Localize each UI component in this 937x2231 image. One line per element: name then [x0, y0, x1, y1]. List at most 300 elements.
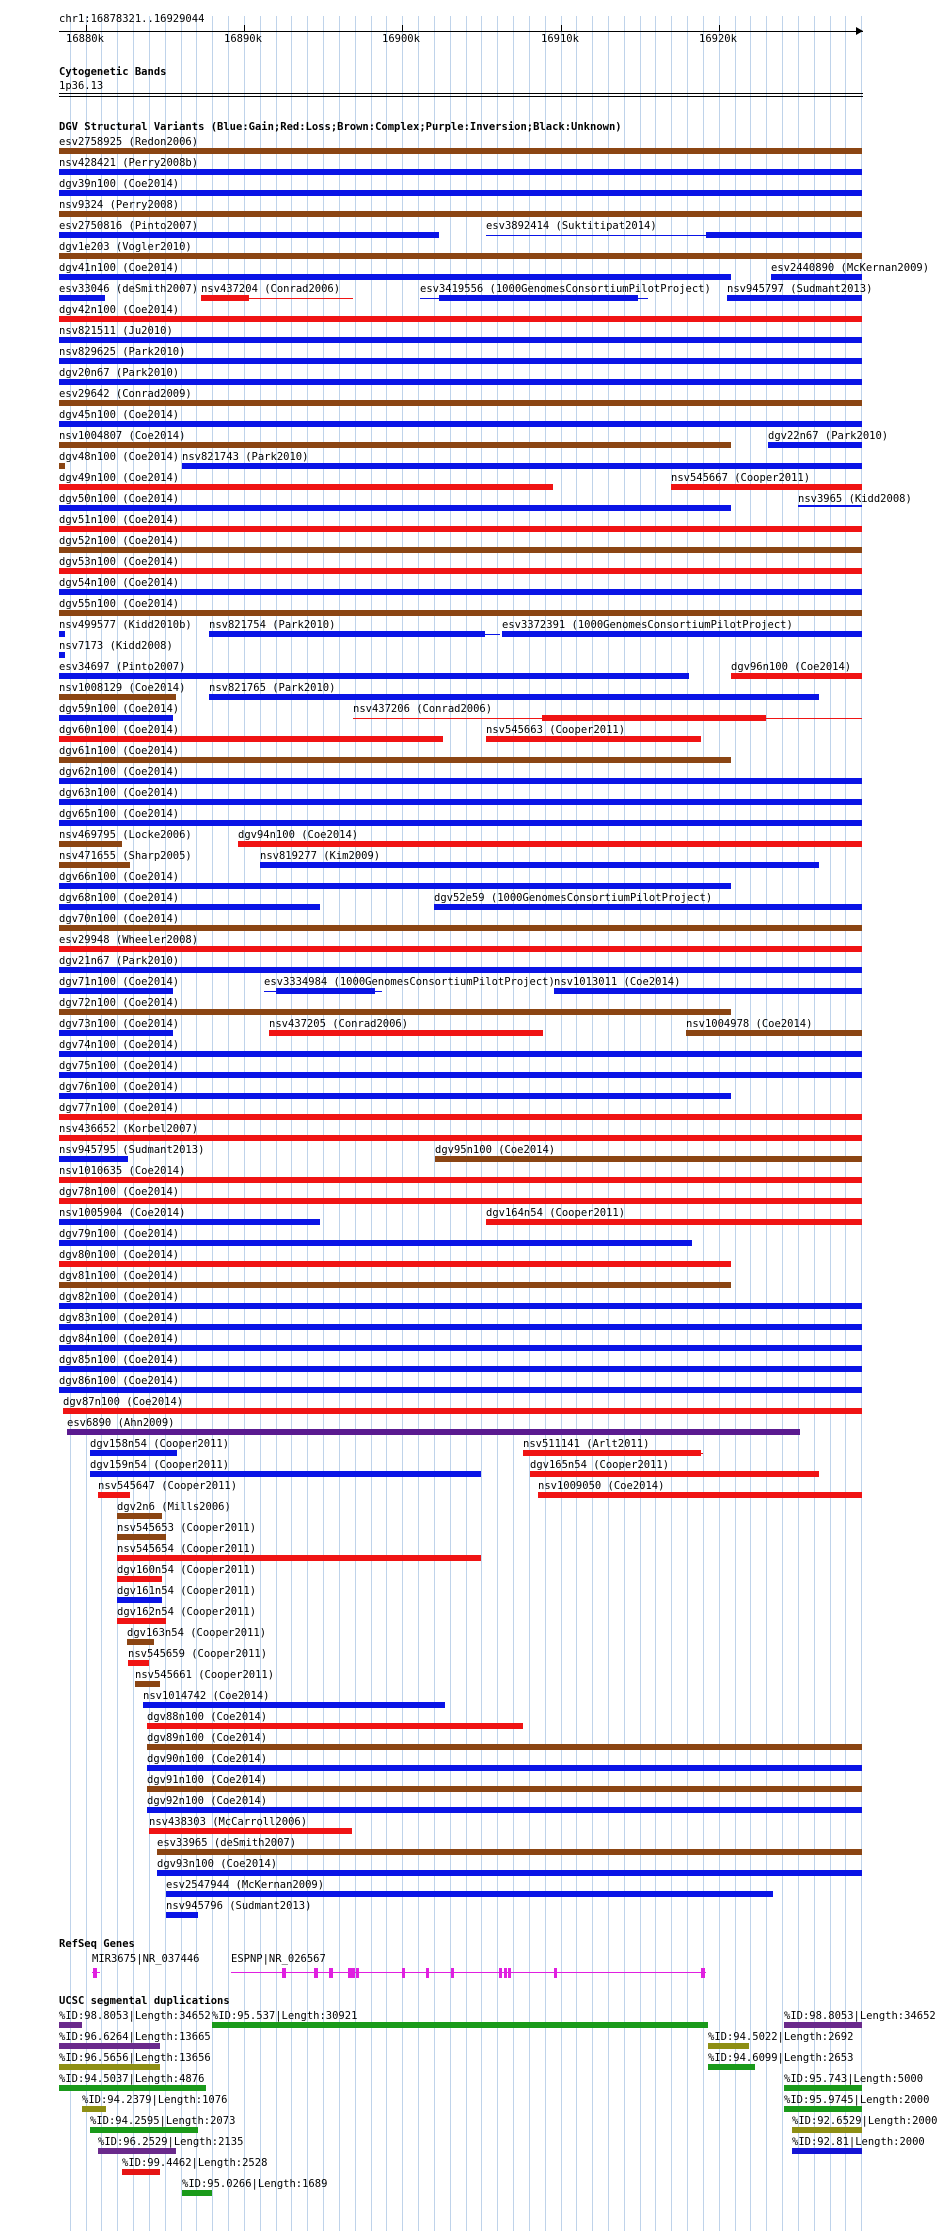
variant-label[interactable]: dgv88n100 (Coe2014): [147, 1711, 268, 1723]
gene-exon[interactable]: [554, 1968, 557, 1978]
variant-label[interactable]: dgv20n67 (Park2010): [59, 367, 180, 379]
variant-bar[interactable]: [135, 1681, 160, 1687]
segdup-bar[interactable]: [122, 2169, 160, 2175]
variant-label[interactable]: nsv829625 (Park2010): [59, 346, 186, 358]
variant-label[interactable]: nsv819277 (Kim2009): [260, 850, 381, 862]
variant-label[interactable]: nsv437205 (Conrad2006): [269, 1018, 409, 1030]
variant-bar[interactable]: [706, 232, 862, 238]
variant-label[interactable]: nsv471655 (Sharp2005): [59, 850, 192, 862]
variant-label[interactable]: dgv83n100 (Coe2014): [59, 1312, 180, 1324]
grid-line: [466, 16, 467, 2231]
variant-label[interactable]: dgv39n100 (Coe2014): [59, 178, 180, 190]
variant-label[interactable]: dgv68n100 (Coe2014): [59, 892, 180, 904]
ruler-axis: [59, 31, 863, 32]
variant-label[interactable]: nsv545663 (Cooper2011): [486, 724, 626, 736]
segdup-bar[interactable]: [784, 2022, 862, 2028]
variant-label[interactable]: dgv165n54 (Cooper2011): [530, 1459, 670, 1471]
variant-bar[interactable]: [671, 484, 862, 490]
segdup-track-title[interactable]: UCSC segmental duplications: [59, 1995, 230, 2007]
variant-bar[interactable]: [117, 1534, 166, 1540]
variant-bar[interactable]: [147, 1807, 862, 1813]
variant-bar[interactable]: [90, 1471, 481, 1477]
variant-label[interactable]: dgv21n67 (Park2010): [59, 955, 180, 967]
variant-label[interactable]: esv2758925 (Redon2006): [59, 136, 199, 148]
segdup-label[interactable]: %ID:98.8053|Length:34652: [784, 2010, 936, 2022]
variant-bar[interactable]: [59, 1156, 128, 1162]
variant-bar[interactable]: [59, 820, 862, 826]
variant-label[interactable]: dgv164n54 (Cooper2011): [486, 1207, 626, 1219]
variant-bar[interactable]: [59, 1051, 862, 1057]
grid-line: [497, 16, 498, 2231]
variant-bar[interactable]: [59, 988, 173, 994]
variant-connector: [353, 718, 542, 719]
variant-bar[interactable]: [59, 442, 731, 448]
variant-bar[interactable]: [59, 757, 731, 763]
variant-label[interactable]: dgv53n100 (Coe2014): [59, 556, 180, 568]
variant-bar[interactable]: [59, 946, 862, 952]
variant-label[interactable]: dgv87n100 (Coe2014): [63, 1396, 184, 1408]
variant-label[interactable]: dgv93n100 (Coe2014): [157, 1858, 278, 1870]
variant-bar[interactable]: [798, 505, 862, 507]
segdup-label[interactable]: %ID:96.5656|Length:13656: [59, 2052, 211, 2064]
variant-bar[interactable]: [59, 1282, 731, 1288]
variant-bar[interactable]: [59, 631, 65, 637]
variant-label[interactable]: esv29948 (Wheeler2008): [59, 934, 199, 946]
variant-bar[interactable]: [149, 1828, 352, 1834]
grid-line: [687, 16, 688, 2231]
variant-label[interactable]: dgv51n100 (Coe2014): [59, 514, 180, 526]
variant-label[interactable]: dgv49n100 (Coe2014): [59, 472, 180, 484]
variant-bar[interactable]: [59, 904, 320, 910]
grid-line: [703, 16, 704, 2231]
variant-bar[interactable]: [117, 1597, 162, 1603]
gene-exon[interactable]: [348, 1968, 355, 1978]
segdup-bar[interactable]: [90, 2127, 198, 2133]
variant-label[interactable]: dgv72n100 (Coe2014): [59, 997, 180, 1009]
segdup-label[interactable]: %ID:95.537|Length:30921: [212, 2010, 358, 2022]
segdup-label[interactable]: %ID:92.6529|Length:2000: [792, 2115, 937, 2127]
variant-bar[interactable]: [59, 673, 689, 679]
variant-bar[interactable]: [117, 1576, 162, 1582]
variant-bar[interactable]: [59, 1093, 731, 1099]
variant-label[interactable]: dgv22n67 (Park2010): [768, 430, 889, 442]
variant-label[interactable]: nsv3965 (Kidd2008): [798, 493, 912, 505]
variant-label[interactable]: nsv545647 (Cooper2011): [98, 1480, 238, 1492]
variant-bar[interactable]: [59, 232, 439, 238]
gene-exon[interactable]: [282, 1968, 286, 1978]
gene-exon[interactable]: [93, 1968, 97, 1978]
variant-label[interactable]: dgv78n100 (Coe2014): [59, 1186, 180, 1198]
variant-label[interactable]: nsv545653 (Cooper2011): [117, 1522, 257, 1534]
variant-bar[interactable]: [90, 1450, 177, 1456]
variant-bar[interactable]: [117, 1618, 166, 1624]
segdup-bar[interactable]: [182, 2190, 212, 2196]
gene-label[interactable]: MIR3675|NR_037446: [92, 1953, 200, 1965]
cytoband-track-title[interactable]: Cytogenetic Bands: [59, 66, 167, 78]
variant-bar[interactable]: [117, 1555, 481, 1561]
grid-line: [323, 16, 324, 2231]
variant-bar[interactable]: [59, 148, 862, 154]
segdup-label[interactable]: %ID:94.5022|Length:2692: [708, 2031, 854, 2043]
variant-bar[interactable]: [59, 883, 731, 889]
grid-line: [719, 16, 720, 2231]
variant-label[interactable]: nsv7173 (Kidd2008): [59, 640, 173, 652]
variant-label[interactable]: dgv82n100 (Coe2014): [59, 1291, 180, 1303]
variant-bar[interactable]: [59, 337, 862, 343]
variant-bar[interactable]: [59, 1030, 173, 1036]
variant-label[interactable]: esv29642 (Conrad2009): [59, 388, 192, 400]
variant-label[interactable]: dgv162n54 (Cooper2011): [117, 1606, 257, 1618]
grid-line: [386, 16, 387, 2231]
variant-label[interactable]: nsv1010635 (Coe2014): [59, 1165, 186, 1177]
segdup-bar[interactable]: [708, 2064, 755, 2070]
variant-label[interactable]: nsv1004978 (Coe2014): [686, 1018, 813, 1030]
variant-bar[interactable]: [157, 1870, 862, 1876]
variant-label[interactable]: esv2547944 (McKernan2009): [166, 1879, 325, 1891]
variant-label[interactable]: nsv437204 (Conrad2006): [201, 283, 341, 295]
variant-bar[interactable]: [59, 295, 105, 301]
variant-label[interactable]: dgv79n100 (Coe2014): [59, 1228, 180, 1240]
variant-label[interactable]: nsv428421 (Perry2008b): [59, 157, 199, 169]
gene-exon[interactable]: [356, 1968, 359, 1978]
variant-bar[interactable]: [59, 1366, 862, 1372]
variant-label[interactable]: nsv545659 (Cooper2011): [128, 1648, 268, 1660]
variant-label[interactable]: dgv76n100 (Coe2014): [59, 1081, 180, 1093]
variant-label[interactable]: dgv92n100 (Coe2014): [147, 1795, 268, 1807]
variant-bar[interactable]: [59, 925, 862, 931]
variant-bar[interactable]: [127, 1639, 154, 1645]
variant-bar[interactable]: [59, 253, 862, 259]
variant-label[interactable]: dgv163n54 (Cooper2011): [127, 1627, 267, 1639]
segdup-label[interactable]: %ID:94.5037|Length:4876: [59, 2073, 205, 2085]
variant-label[interactable]: esv33965 (deSmith2007): [157, 1837, 297, 1849]
variant-bar[interactable]: [59, 694, 176, 700]
variant-bar[interactable]: [686, 1030, 862, 1036]
variant-label[interactable]: esv34697 (Pinto2007): [59, 661, 186, 673]
variant-bar[interactable]: [768, 442, 862, 448]
variant-label[interactable]: esv3334984 (1000GenomesConsortiumPilotProject): [264, 976, 555, 988]
variant-bar[interactable]: [59, 1387, 862, 1393]
segdup-label[interactable]: %ID:98.8053|Length:34652: [59, 2010, 211, 2022]
grid-line: [276, 16, 277, 2231]
variant-label[interactable]: esv2750816 (Pinto2007): [59, 220, 199, 232]
variant-bar[interactable]: [128, 1660, 149, 1666]
variant-bar[interactable]: [59, 463, 65, 469]
variant-label[interactable]: dgv161n54 (Cooper2011): [117, 1585, 257, 1597]
segdup-bar[interactable]: [792, 2148, 862, 2154]
variant-label[interactable]: dgv52e59 (1000GenomesConsortiumPilotProject): [434, 892, 713, 904]
variant-label[interactable]: dgv66n100 (Coe2014): [59, 871, 180, 883]
variant-label[interactable]: dgv158n54 (Cooper2011): [90, 1438, 230, 1450]
variant-label[interactable]: nsv545667 (Cooper2011): [671, 472, 811, 484]
variant-label[interactable]: dgv84n100 (Coe2014): [59, 1333, 180, 1345]
segdup-label[interactable]: %ID:95.0266|Length:1689: [182, 2178, 328, 2190]
variant-label[interactable]: esv3892414 (Suktitipat2014): [486, 220, 657, 232]
variant-label[interactable]: nsv1013011 (Coe2014): [554, 976, 681, 988]
variant-bar[interactable]: [59, 1345, 862, 1351]
variant-bar[interactable]: [59, 862, 130, 868]
variant-label[interactable]: nsv1014742 (Coe2014): [143, 1690, 270, 1702]
variant-label[interactable]: dgv41n100 (Coe2014): [59, 262, 180, 274]
variant-label[interactable]: dgv75n100 (Coe2014): [59, 1060, 180, 1072]
variant-bar[interactable]: [59, 1177, 862, 1183]
variant-bar[interactable]: [276, 988, 375, 994]
variant-connector: [638, 298, 648, 299]
variant-bar[interactable]: [59, 274, 731, 280]
variant-bar[interactable]: [98, 1492, 130, 1498]
variant-bar[interactable]: [731, 673, 862, 679]
variant-bar[interactable]: [147, 1786, 862, 1792]
variant-label[interactable]: esv6890 (Ahn2009): [67, 1417, 175, 1429]
variant-label[interactable]: nsv436652 (Korbel2007): [59, 1123, 199, 1135]
variant-bar[interactable]: [59, 1219, 320, 1225]
cytoband-band-edge: [59, 96, 863, 97]
variant-bar[interactable]: [59, 505, 731, 511]
grid-line: [608, 16, 609, 2231]
variant-label[interactable]: dgv2n6 (Mills2006): [117, 1501, 231, 1513]
variant-label[interactable]: dgv50n100 (Coe2014): [59, 493, 180, 505]
gene-exon[interactable]: [499, 1968, 502, 1978]
variant-bar[interactable]: [63, 1408, 862, 1414]
segdup-bar[interactable]: [784, 2106, 862, 2112]
variant-label[interactable]: nsv1004807 (Coe2014): [59, 430, 186, 442]
grid-line: [766, 16, 767, 2231]
variant-label[interactable]: dgv55n100 (Coe2014): [59, 598, 180, 610]
variant-label[interactable]: dgv61n100 (Coe2014): [59, 745, 180, 757]
variant-bar[interactable]: [117, 1513, 162, 1519]
variant-bar[interactable]: [209, 694, 819, 700]
segdup-bar[interactable]: [59, 2085, 206, 2091]
segdup-label[interactable]: %ID:96.2529|Length:2135: [98, 2136, 244, 2148]
variant-connector: [375, 991, 382, 992]
variant-label[interactable]: nsv945797 (Sudmant2013): [727, 283, 873, 295]
variant-bar[interactable]: [67, 1429, 800, 1435]
variant-bar[interactable]: [147, 1744, 862, 1750]
variant-bar[interactable]: [542, 715, 766, 721]
segdup-label[interactable]: %ID:99.4462|Length:2528: [122, 2157, 268, 2169]
refseq-track-title[interactable]: RefSeq Genes: [59, 1938, 135, 1950]
variant-label[interactable]: esv2440890 (McKernan2009): [771, 262, 930, 274]
variant-bar[interactable]: [771, 274, 862, 280]
variant-label[interactable]: nsv945795 (Sudmant2013): [59, 1144, 205, 1156]
variant-bar[interactable]: [143, 1702, 445, 1708]
variant-label[interactable]: dgv63n100 (Coe2014): [59, 787, 180, 799]
variant-label[interactable]: nsv1009050 (Coe2014): [538, 1480, 665, 1492]
dgv-track-title[interactable]: DGV Structural Variants (Blue:Gain;Red:Loss;Brown:Complex;Purple:Inversion;Black:Unknown): [59, 121, 622, 133]
variant-bar[interactable]: [727, 295, 862, 301]
variant-bar[interactable]: [59, 358, 862, 364]
gene-label[interactable]: ESPNP|NR_026567: [231, 1953, 326, 1965]
variant-label[interactable]: nsv945796 (Sudmant2013): [166, 1900, 312, 1912]
variant-label[interactable]: dgv59n100 (Coe2014): [59, 703, 180, 715]
variant-bar[interactable]: [59, 190, 862, 196]
variant-bar[interactable]: [166, 1912, 198, 1918]
variant-bar[interactable]: [486, 736, 701, 742]
variant-bar[interactable]: [59, 967, 862, 973]
segdup-bar[interactable]: [212, 2022, 708, 2028]
variant-bar[interactable]: [59, 715, 173, 721]
variant-bar[interactable]: [59, 526, 862, 532]
variant-bar[interactable]: [59, 589, 862, 595]
variant-label[interactable]: dgv159n54 (Cooper2011): [90, 1459, 230, 1471]
variant-label[interactable]: dgv80n100 (Coe2014): [59, 1249, 180, 1261]
grid-line: [402, 16, 403, 2231]
variant-label[interactable]: esv33046 (deSmith2007): [59, 283, 199, 295]
gene-exon[interactable]: [504, 1968, 507, 1978]
variant-label[interactable]: nsv821743 (Park2010): [182, 451, 309, 463]
variant-bar[interactable]: [59, 610, 862, 616]
variant-label[interactable]: dgv45n100 (Coe2014): [59, 409, 180, 421]
variant-label[interactable]: nsv821511 (Ju2010): [59, 325, 173, 337]
segdup-label[interactable]: %ID:95.9745|Length:2000: [784, 2094, 930, 2106]
variant-label[interactable]: nsv9324 (Perry2008): [59, 199, 180, 211]
variant-bar[interactable]: [59, 736, 443, 742]
variant-bar[interactable]: [59, 778, 862, 784]
variant-label[interactable]: nsv1008129 (Coe2014): [59, 682, 186, 694]
gene-exon[interactable]: [329, 1968, 333, 1978]
variant-bar[interactable]: [182, 463, 862, 469]
variant-bar[interactable]: [435, 1156, 862, 1162]
segdup-label[interactable]: %ID:96.6264|Length:13665: [59, 2031, 211, 2043]
variant-bar[interactable]: [269, 1030, 543, 1036]
variant-label[interactable]: dgv73n100 (Coe2014): [59, 1018, 180, 1030]
variant-label[interactable]: dgv96n100 (Coe2014): [731, 661, 852, 673]
segdup-bar[interactable]: [59, 2064, 160, 2070]
variant-bar[interactable]: [59, 379, 862, 385]
variant-label[interactable]: dgv81n100 (Coe2014): [59, 1270, 180, 1282]
variant-label[interactable]: esv3419556 (1000GenomesConsortiumPilotProject): [420, 283, 711, 295]
variant-label[interactable]: nsv545654 (Cooper2011): [117, 1543, 257, 1555]
segdup-label[interactable]: %ID:92.81|Length:2000: [792, 2136, 925, 2148]
variant-bar[interactable]: [157, 1849, 862, 1855]
variant-label[interactable]: nsv545661 (Cooper2011): [135, 1669, 275, 1681]
variant-bar[interactable]: [59, 1303, 862, 1309]
cytoband-band[interactable]: [59, 93, 863, 94]
variant-label[interactable]: nsv438303 (McCarroll2006): [149, 1816, 308, 1828]
variant-bar[interactable]: [59, 1240, 692, 1246]
variant-label[interactable]: dgv94n100 (Coe2014): [238, 829, 359, 841]
variant-bar[interactable]: [434, 904, 862, 910]
variant-bar[interactable]: [59, 211, 862, 217]
grid-line: [814, 16, 815, 2231]
variant-bar[interactable]: [59, 1135, 862, 1141]
variant-label[interactable]: dgv60n100 (Coe2014): [59, 724, 180, 736]
variant-label[interactable]: dgv71n100 (Coe2014): [59, 976, 180, 988]
ruler-tick: [86, 25, 87, 32]
variant-bar[interactable]: [260, 862, 819, 868]
variant-bar[interactable]: [147, 1765, 862, 1771]
variant-bar[interactable]: [59, 1261, 731, 1267]
variant-bar[interactable]: [147, 1723, 523, 1729]
variant-bar[interactable]: [59, 1009, 731, 1015]
gene-exon[interactable]: [508, 1968, 511, 1978]
variant-label[interactable]: nsv437206 (Conrad2006): [353, 703, 493, 715]
segdup-label[interactable]: %ID:94.6099|Length:2653: [708, 2052, 854, 2064]
variant-bar[interactable]: [59, 799, 862, 805]
variant-bar[interactable]: [59, 1324, 862, 1330]
variant-bar[interactable]: [530, 1471, 819, 1477]
gene-exon[interactable]: [314, 1968, 318, 1978]
variant-label[interactable]: nsv511141 (Arlt2011): [523, 1438, 650, 1450]
variant-label[interactable]: dgv42n100 (Coe2014): [59, 304, 180, 316]
variant-label[interactable]: nsv1005904 (Coe2014): [59, 1207, 186, 1219]
variant-bar[interactable]: [523, 1450, 701, 1456]
variant-bar[interactable]: [59, 547, 862, 553]
variant-bar[interactable]: [502, 631, 862, 637]
variant-label[interactable]: dgv86n100 (Coe2014): [59, 1375, 180, 1387]
variant-bar[interactable]: [538, 1492, 862, 1498]
variant-bar[interactable]: [59, 1072, 862, 1078]
variant-label[interactable]: esv3372391 (1000GenomesConsortiumPilotProject): [502, 619, 793, 631]
variant-bar[interactable]: [209, 631, 485, 637]
segdup-label[interactable]: %ID:95.743|Length:5000: [784, 2073, 924, 2085]
variant-bar[interactable]: [59, 568, 862, 574]
variant-bar[interactable]: [439, 295, 638, 301]
variant-label[interactable]: dgv85n100 (Coe2014): [59, 1354, 180, 1366]
gene-exon[interactable]: [426, 1968, 429, 1978]
variant-label[interactable]: dgv65n100 (Coe2014): [59, 808, 180, 820]
variant-label[interactable]: dgv95n100 (Coe2014): [435, 1144, 556, 1156]
grid-line: [671, 16, 672, 2231]
variant-label[interactable]: dgv54n100 (Coe2014): [59, 577, 180, 589]
variant-label[interactable]: dgv1e203 (Vogler2010): [59, 241, 192, 253]
segdup-bar[interactable]: [98, 2148, 176, 2154]
segdup-label[interactable]: %ID:94.2379|Length:1076: [82, 2094, 228, 2106]
segdup-bar[interactable]: [59, 2022, 82, 2028]
variant-label[interactable]: dgv77n100 (Coe2014): [59, 1102, 180, 1114]
variant-label[interactable]: dgv48n100 (Coe2014): [59, 451, 180, 463]
gene-exon[interactable]: [701, 1968, 705, 1978]
variant-label[interactable]: nsv821765 (Park2010): [209, 682, 336, 694]
variant-bar[interactable]: [59, 316, 862, 322]
variant-bar[interactable]: [59, 1114, 862, 1120]
variant-label[interactable]: dgv70n100 (Coe2014): [59, 913, 180, 925]
variant-bar[interactable]: [59, 400, 862, 406]
grid-line: [228, 16, 229, 2231]
variant-label[interactable]: dgv91n100 (Coe2014): [147, 1774, 268, 1786]
variant-bar[interactable]: [59, 652, 65, 658]
variant-label[interactable]: dgv89n100 (Coe2014): [147, 1732, 268, 1744]
variant-bar[interactable]: [486, 1219, 862, 1225]
variant-bar[interactable]: [59, 421, 862, 427]
segdup-bar[interactable]: [784, 2085, 862, 2091]
segdup-bar[interactable]: [82, 2106, 106, 2112]
variant-label[interactable]: dgv52n100 (Coe2014): [59, 535, 180, 547]
variant-bar[interactable]: [59, 169, 862, 175]
variant-bar[interactable]: [166, 1891, 773, 1897]
segdup-bar[interactable]: [59, 2043, 160, 2049]
variant-label[interactable]: dgv90n100 (Coe2014): [147, 1753, 268, 1765]
segdup-bar[interactable]: [792, 2127, 862, 2133]
segdup-label[interactable]: %ID:94.2595|Length:2073: [90, 2115, 236, 2127]
variant-bar[interactable]: [59, 1198, 862, 1204]
variant-label[interactable]: nsv469795 (Locke2006): [59, 829, 192, 841]
grid-line: [845, 16, 846, 2231]
variant-bar[interactable]: [59, 484, 553, 490]
variant-bar[interactable]: [238, 841, 862, 847]
variant-label[interactable]: nsv499577 (Kidd2010b): [59, 619, 192, 631]
segdup-bar[interactable]: [708, 2043, 749, 2049]
variant-label[interactable]: dgv74n100 (Coe2014): [59, 1039, 180, 1051]
variant-bar[interactable]: [59, 841, 122, 847]
variant-bar[interactable]: [554, 988, 862, 994]
gene-exon[interactable]: [451, 1968, 454, 1978]
variant-bar[interactable]: [201, 295, 249, 301]
variant-label[interactable]: nsv821754 (Park2010): [209, 619, 336, 631]
gene-exon[interactable]: [402, 1968, 405, 1978]
variant-label[interactable]: dgv62n100 (Coe2014): [59, 766, 180, 778]
variant-label[interactable]: dgv160n54 (Cooper2011): [117, 1564, 257, 1576]
